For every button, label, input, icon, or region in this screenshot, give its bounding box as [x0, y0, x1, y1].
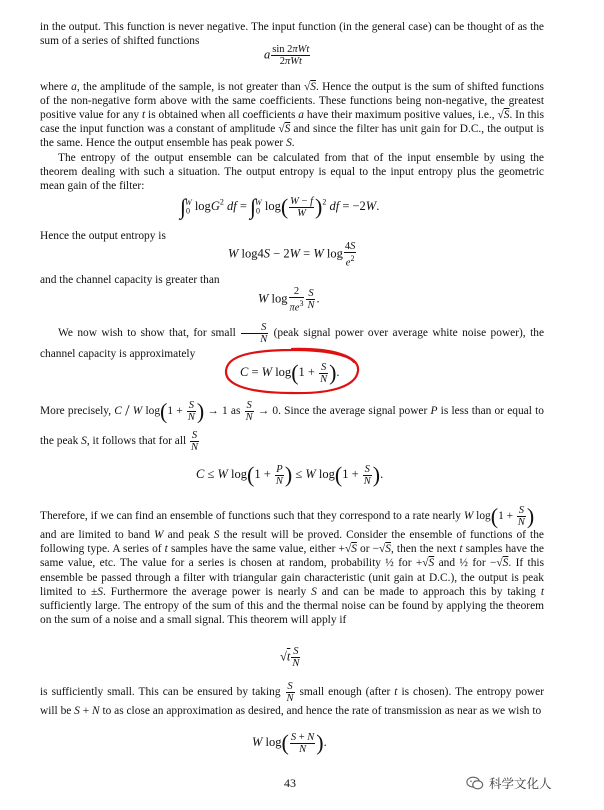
watermark-text: 科学文化人: [489, 776, 552, 791]
equation-shifted-function: a $\frac{\text{sin 2πWt}}{\text{2πWt}}$: [264, 44, 310, 67]
paragraph-sufficiently-small: is sufficiently small. This can be ensured by taking $\frac{S}{N}$ small enough (after t is chosen). The entropy power will be S + N to as close an approximation as desired, and hence the rate of transmission as near as we wish to: [40, 681, 544, 717]
watermark: [466, 774, 552, 792]
equation-capacity-approx: C = W log(1 + $\frac{S}{N}$ ).: [240, 360, 340, 385]
paragraph-amplitude: where a, the amplitude of the sample, is not greater than √S. Hence the output is the sum of shifted functions of the non-negative form above with the same coefficients. These functions being non-negative, the greatest positive value for any t is obtained when all coefficients a have their maximum positive values, i.e., √S. In this case the input function was a constant of amplitude √S and since the filter has unit gain for D.C., the output is the same. Hence the output ensemble has peak power S.: [40, 81, 545, 150]
equation-sqrt-t: √t $\frac{S}{N}$: [280, 646, 300, 669]
equation-capacity-inequality: C ≤ W log(1 + $\frac{P}{N}$ ) ≤ W log(1 + $\frac{S}{N}$ ).: [196, 462, 384, 487]
paragraph-capacity-greater: and the channel capacity is greater than: [40, 274, 220, 286]
wechat-icon: [466, 774, 484, 792]
paragraph-small-snr: We now wish to show that, for small $\frac{S}{N}$ (peak signal power over average white noise power), the channel capacity is approximately: [40, 322, 544, 360]
paragraph-more-precisely: More precisely, C / W log(1 + $\frac{S}{N}$ ) → 1 as $\frac{S}{N}$ → 0. Since the average signal power P is less than or equal to the peak S, it follows that for all $\frac{S}{N}$: [40, 398, 544, 454]
page-number: 43: [284, 776, 296, 790]
equation-gain-integral: $\int_0^W$ logG$^2$ df = $\int_0^W$ log( $\frac{W - f}{W}$ )$^2$ df = −2W.: [180, 194, 380, 219]
paragraph-output-entropy: Hence the output entropy is: [40, 230, 166, 242]
equation-capacity-lower-bound: W log $\frac{2}{\pi e^3}$ $\frac{S}{N}$ .: [258, 286, 320, 314]
paragraph-ensemble: Therefore, if we can find an ensemble of functions such that they correspond to a rate nearly W log(1 + $\frac{S}{N}$ ) and are limited to band W and peak S the result will be proved. Consider the ensemble of functions of the following type. A series of t samples have the same value, either +√S or −√S, then the next t samples have the same value, etc. The value for a series is chosen at random, probability ½ for +√S and ½ for −√S. If this ensemble be passed through a filter with triangular gain characteristic (unit gain at D.C.), the output is peak limited to ±S. Furthermore the average power is nearly S and can be made to approach this by taking t sufficiently large. The entropy of the sum of this and the thermal noise can be found by applying the theorem on the sum of a noise and a small signal. This theorem will apply if: [40, 503, 544, 627]
red-circle-annotation: [222, 346, 362, 396]
paragraph-entropy: The entropy of the output ensemble can be calculated from that of the input ensemble by using the theorem dealing with such a situation. The output entropy is equal to the input entropy plus the geometric mean gain of the filter:: [40, 152, 544, 193]
equation-output-entropy: W log4S − 2W = W log $\frac{4S}{e^2}$: [228, 241, 356, 269]
equation-final-rate: W log( $\frac{S + N}{N}$ ).: [252, 730, 327, 755]
paragraph-intro: in the output. This function is never negative. The input function (in the general case) can be thought of as the sum of a series of shifted functions: [40, 21, 544, 48]
